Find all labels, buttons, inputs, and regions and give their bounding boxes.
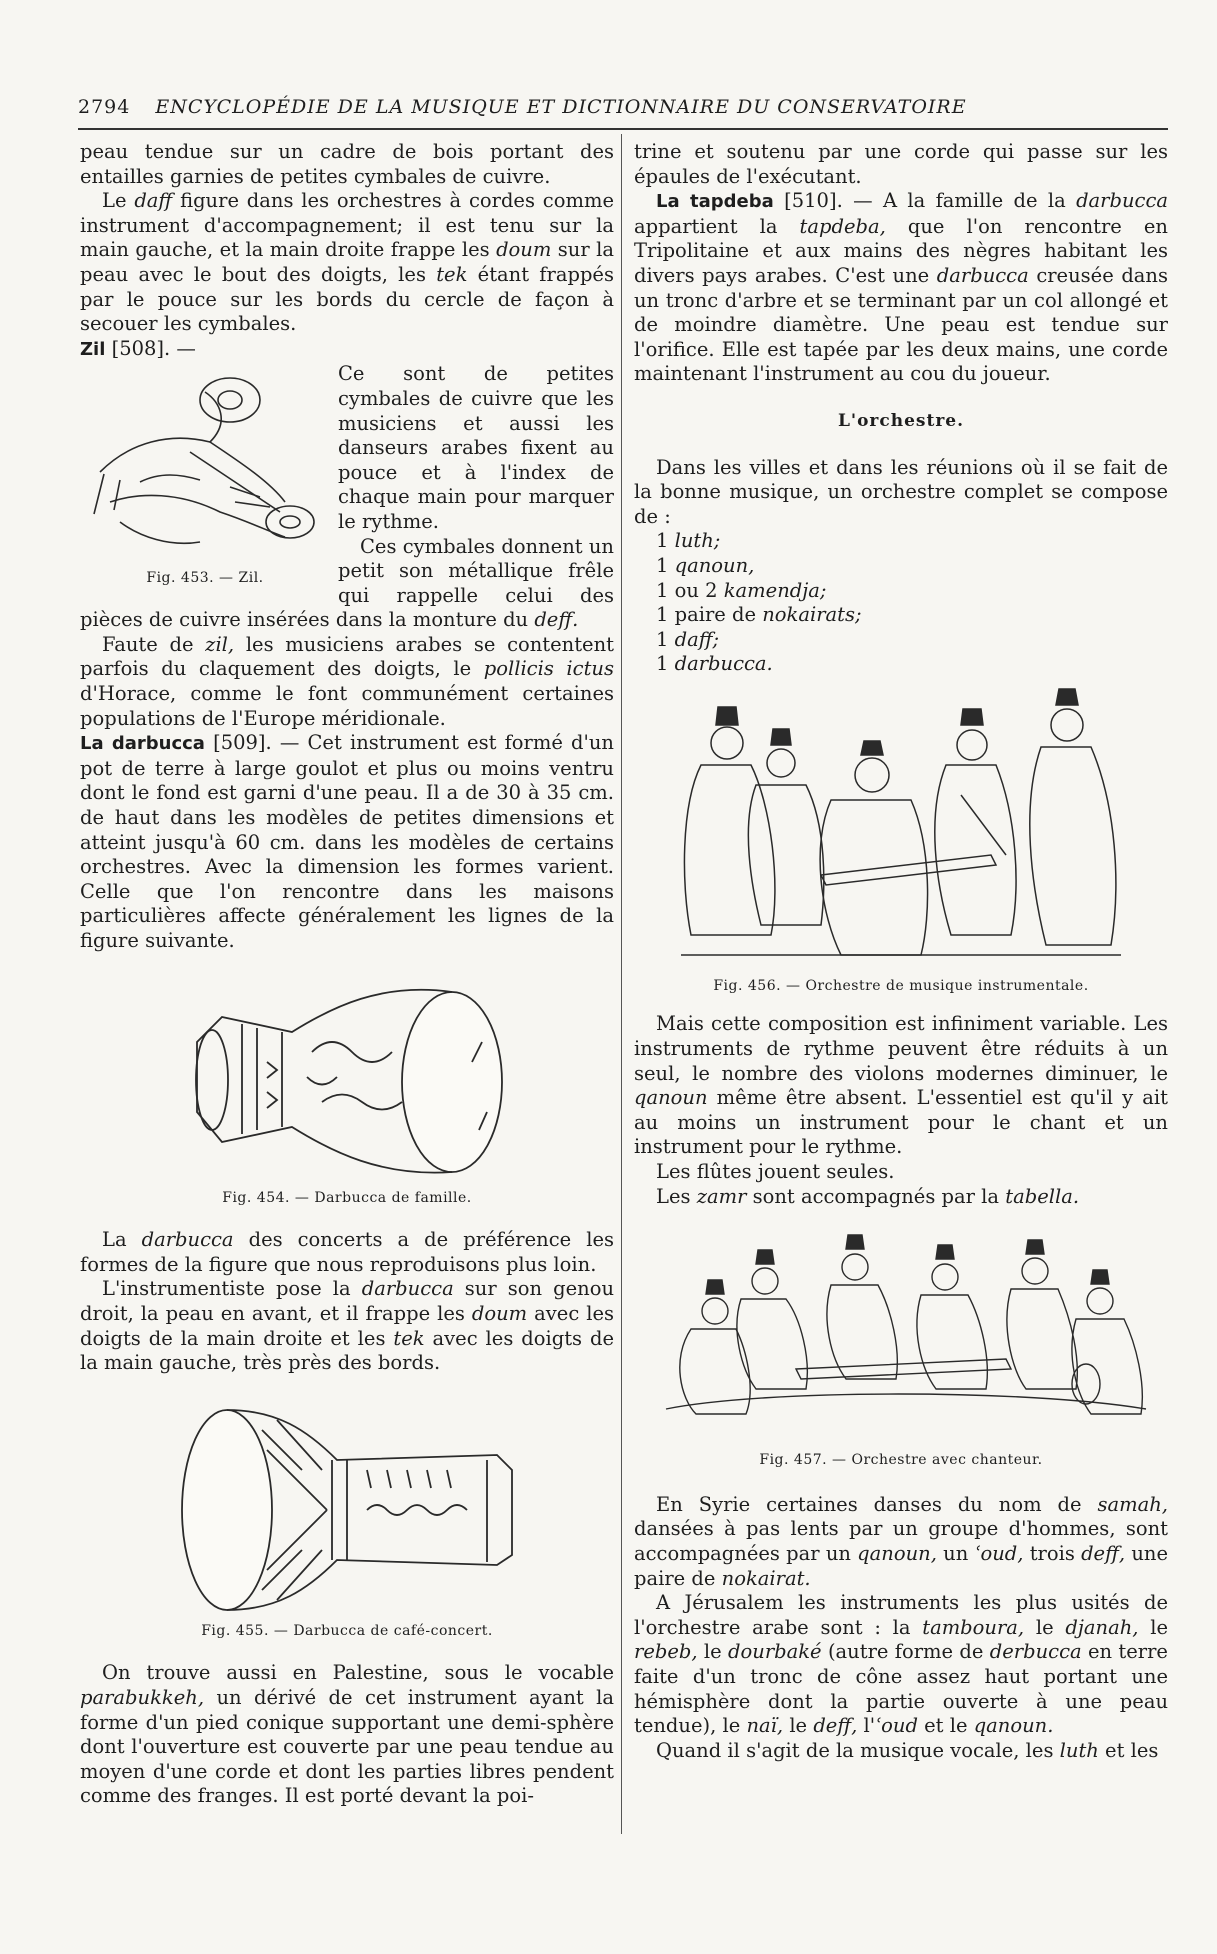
paragraph-jerusalem: A Jérusalem les instruments les plus usités de l'orchestre arabe sont : la tamboura, le djanah, le rebeb, le dourbaké (autre forme de derbucca en terre faite d'un tronc de cône assez haut portant une hémisphère dont la partie ouverte à une peau tendue), le naï, le deff, l'ʿoud et le qanoun. [634,1591,1168,1738]
paragraph-zamr: Les zamr sont accompagnés par la tabella. [656,1184,1080,1208]
list-item: 1 qanoun, [656,553,755,577]
zil-text-1: Ce sont de petites cymbales de cuivre que les musiciens et aussi les danseurs arabes fixent au pouce et à l'index de chaque main pour marquer le rythme. [338,362,614,533]
header-rule [78,128,1168,130]
paragraph-darbucca: La darbucca [509]. — Cet instrument est formé d'un pot de terre à large goulot et plus ou moins ventru dont le fond est garni d'une peau. Il a de 30 à 35 cm. de haut dans les modèles de petites dimensions et atteint jusqu'à 60 cm. dans les modèles de certains orchestres. Avec la dimension les formes varient. Celle que l'on rencontre dans les maisons particulières affecte généralement les lignes de la figure suivante. [80,731,614,952]
paragraph-daff-end: peau tendue sur un cadre de bois portant des entailles garnies de petites cymbales de cuivre. [80,140,614,188]
list-item: 1 ou 2 kamendja; [656,578,827,602]
darbucca-family-illustration [182,962,512,1182]
orchestra-composition-list [634,529,1168,677]
orchestra-with-singer-illustration [646,1219,1156,1444]
figure-456 [634,685,1168,999]
paragraph-syrie: En Syrie certaines danses du nom de samah, dansées à pas lents par un groupe d'hommes, sont accompagnées par un qanoun, un ʿoud, trois deff, une paire de nokairat. [634,1492,1168,1590]
list-item: 1 daff; [656,627,720,651]
caption-fig-457: Fig. 457. — Orchestre avec chanteur. [759,1452,1043,1469]
darbucca-cafe-concert-illustration [167,1390,527,1615]
figure-454 [80,962,614,1211]
caption-fig-456: Fig. 456. — Orchestre de musique instrumentale. [713,977,1089,994]
figure-453 [80,362,330,591]
paragraph-tapdeba: La tapdeba [510]. — A la famille de la darbucca appartient la tapdeba, que l'on rencontre en Tripolitaine et aux mains des nègres habitant les divers pays arabes. C'est une darbucca creusée dans un tronc d'arbre et se terminant par un col allongé et de moindre diamètre. Une peau est tendue sur l'orifice. Elle est tapée par les deux mains, une corde maintenant l'instrument au cou du joueur. [634,189,1169,386]
list-item: 1 darbucca. [656,652,773,676]
paragraph-vocale: Quand il s'agit de la musique vocale, les luth et les [656,1738,1159,1762]
zil-text-2: Ces cymbales donnent un petit son métallique frêle qui rappelle celui des pièces de cuivre insérées dans la monture du deff. [80,534,614,632]
paragraph-continued: trine et soutenu par une corde qui passe sur les épaules de l'exécutant. [634,140,1168,188]
caption-fig-453: Fig. 453. — Zil. [146,570,264,587]
instrumental-orchestra-illustration [661,685,1141,970]
paragraph-orchestre-intro: Dans les villes et dans les réunions où il se fait de la bonne musique, un orchestre complet se compose de : [634,455,1168,528]
figure-457 [634,1219,1168,1473]
paragraph-flutes: Les flûtes jouent seules. [656,1160,895,1184]
running-title: ENCYCLOPÉDIE DE LA MUSIQUE ET DICTIONNAIRE DU CONSERVATOIRE [155,96,967,118]
caption-fig-455: Fig. 455. — Darbucca de café-concert. [201,1622,493,1639]
column-divider [621,134,622,1834]
zil-text-3: Faute de zil, les musiciens arabes se contentent parfois du claquement des doigts, le pollicis ictus d'Horace, comme le font communément certaines populations de l'Europe méridionale. [80,632,614,730]
paragraph-daff: Le daff figure dans les orchestres à cordes comme instrument d'accompagnement; il est tenu sur la main gauche, et la main droite frappe les doum sur la peau avec le bout des doigts, les tek étant frappés par le pouce sur les bords du cercle de façon à secouer les cymbales. [80,189,614,336]
running-head [78,96,1168,118]
list-item: 1 luth; [656,529,721,553]
zil-section [80,337,614,732]
figure-455 [80,1390,614,1644]
caption-fig-454: Fig. 454. — Darbucca de famille. [222,1189,472,1206]
paragraph-variable: Mais cette composition est infiniment variable. Les instruments de rythme peuvent être réduits à un seul, le nombre des violons modernes diminuer, le qanoun même être absent. L'essentiel est qu'il y ait au moins un instrument pour le chant et un instrument pour le rythme. [634,1012,1168,1159]
list-item: 1 paire de nokairats; [656,603,862,627]
section-heading-orchestre: L'orchestre. [837,410,965,431]
right-column [634,140,1168,1763]
left-column [80,140,614,1809]
paragraph-palestine: On trouve aussi en Palestine, sous le vocable parabukkeh, un dérivé de cet instrument ayant la forme d'un pied conique supportant une demi-sphère dont l'ouverture est couverte par une peau tendue au moyen d'une corde et dont les parties libres pendent comme des franges. Il est porté devant la poi- [80,1661,614,1808]
zil-lead: Zil [508]. — [80,336,196,360]
zil-illustration [80,362,320,562]
paragraph-instrumentiste: L'instrumentiste pose la darbucca sur son genou droit, la peau en avant, et il frappe les doum avec les doigts de la main droite et les tek avec les doigts de la main gauche, très près des bords. [80,1277,615,1375]
page-number: 2794 [78,96,131,118]
paragraph-concerts: La darbucca des concerts a de préférence les formes de la figure que nous reproduisons plus loin. [80,1228,614,1276]
